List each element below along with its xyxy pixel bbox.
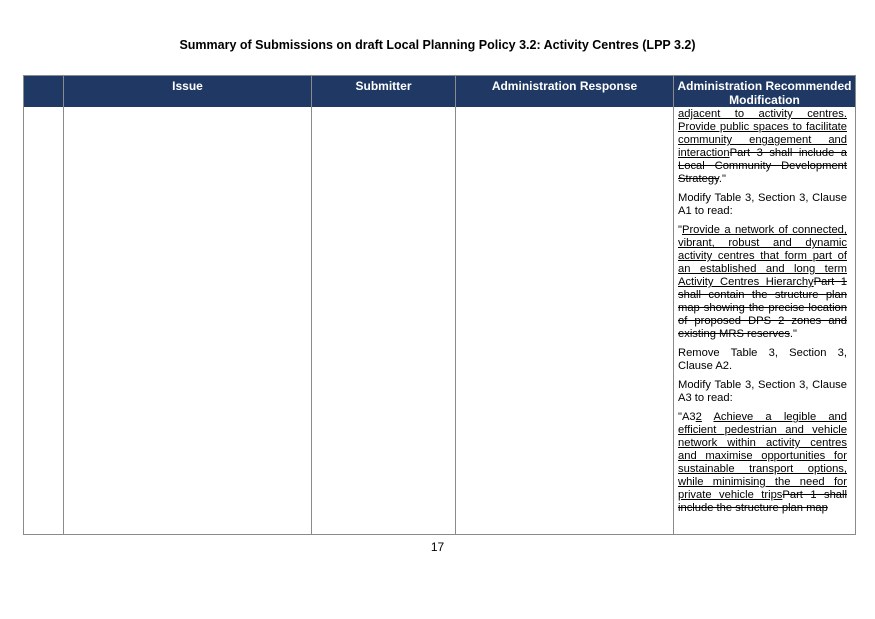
modification-paragraph: Modify Table 3, Section 3, Clause A1 to read: <box>678 192 847 217</box>
page-number: 17 <box>430 540 445 554</box>
submissions-table <box>23 75 856 535</box>
header-issue: Issue <box>172 79 203 93</box>
header-submitter: Submitter <box>355 79 412 93</box>
column-divider <box>63 76 64 534</box>
column-divider <box>455 76 456 534</box>
column-divider <box>673 76 674 534</box>
column-divider <box>311 76 312 534</box>
modification-paragraph: adjacent to activity centres. Provide public spaces to facilitate community engagement and interactionPart 3 shall include a Local Community Development Strategy." <box>678 108 847 185</box>
modification-paragraph: Modify Table 3, Section 3, Clause A3 to read: <box>678 379 847 404</box>
header-recommended-modification: Administration Recommended Modification <box>677 79 852 107</box>
modification-paragraph: "Provide a network of connected, vibrant, robust and dynamic activity centres that form part of an established and long term Activity Centres HierarchyPart 1 shall contain the structure plan map showing the precise location of proposed DPS 2 zones and existing MRS reserves." <box>678 224 847 340</box>
modification-cell <box>678 108 847 521</box>
document-title: Summary of Submissions on draft Local Planning Policy 3.2: Activity Centres (LPP 3.2) <box>179 38 696 52</box>
modification-paragraph: Remove Table 3, Section 3, Clause A2. <box>678 347 847 372</box>
modification-paragraph: "A32 Achieve a legible and efficient pedestrian and vehicle network within activity centres and maximise opportunities for sustainable transport options, while minimising the need for private vehicle tripsPart 1 shall include the structure plan map <box>678 411 847 514</box>
header-administration-response: Administration Response <box>491 79 638 93</box>
